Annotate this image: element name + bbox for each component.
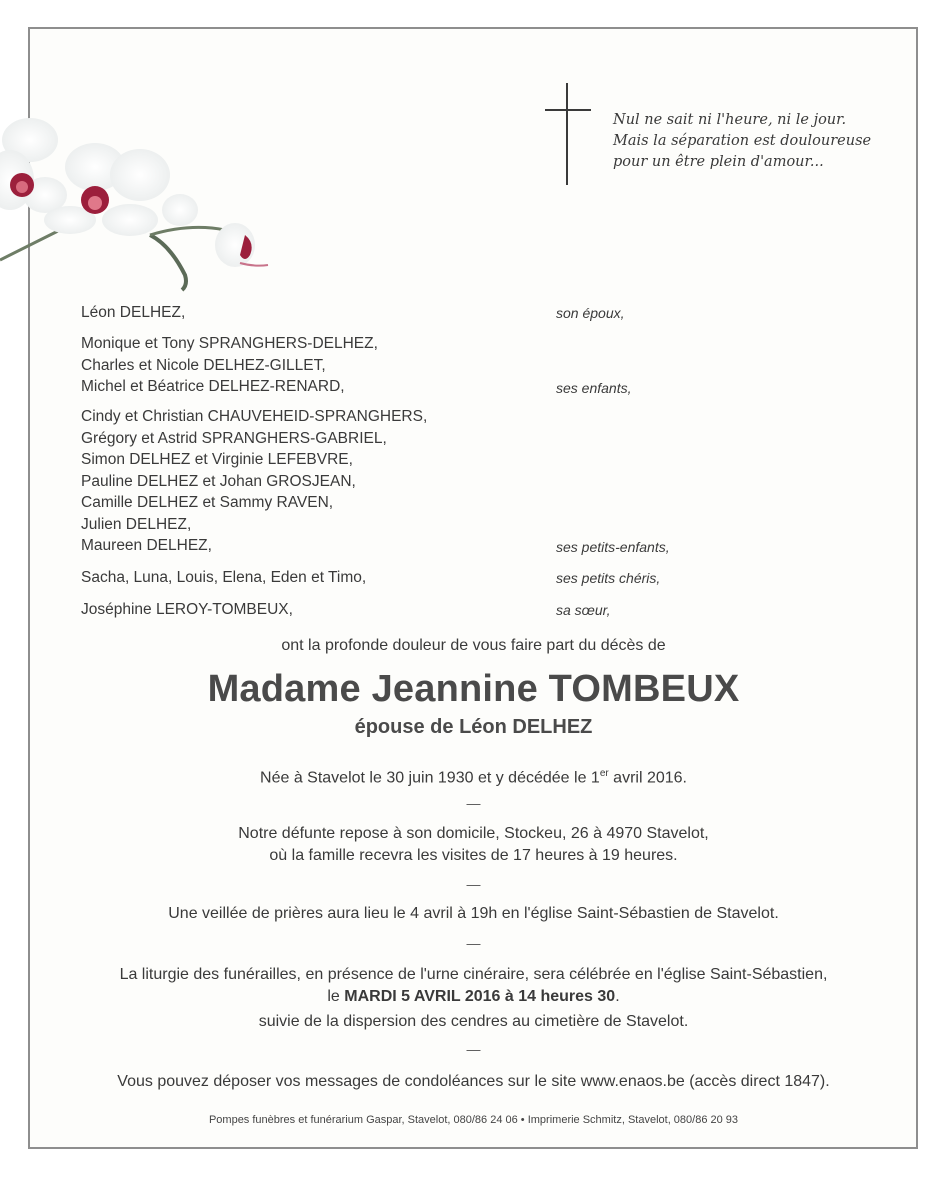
liturgy-line: La liturgie des funérailles, en présence de l'urne cinéraire, sera célébrée en l'église Saint-Sébastien, (119, 966, 828, 983)
condolences-info: Vous pouvez déposer vos messages de condoléances sur le site www.enaos.be (accès direct 1847). (117, 1073, 830, 1090)
family-name: Camille DELHEZ et Sammy RAVEN, (81, 494, 334, 511)
footer-credits: Pompes funèbres et funérarium Gaspar, Stavelot, 080/86 24 06 • Imprimerie Schmitz, Stavelot, 080/86 20 93 (208, 1114, 739, 1126)
family-name: Sacha, Luna, Louis, Elena, Eden et Timo, (81, 569, 367, 586)
liturgy-date: MARDI 5 AVRIL 2016 à 14 heures 30 (344, 988, 616, 1005)
deceased-spouse: épouse de Léon DELHEZ (354, 716, 593, 738)
family-name: Maureen DELHEZ, (81, 537, 212, 554)
family-name: Michel et Béatrice DELHEZ-RENARD, (81, 378, 345, 395)
family-name: Cindy et Christian CHAUVEHEID-SPRANGHERS, (81, 408, 428, 425)
family-sister (81, 599, 293, 621)
rest-line: Notre défunte repose à son domicile, Stockeu, 26 à 4970 Stavelot, (238, 825, 709, 842)
rest-line: où la famille recevra les visites de 17 heures à 19 heures. (269, 847, 678, 864)
liturgy-text: le (327, 988, 345, 1005)
vigil-info: Une veillée de prières aura lieu le 4 avril à 19h en l'église Saint-Sébastien de Stavelot. (168, 905, 779, 922)
deceased-name: Madame Jeannine TOMBEUX (207, 668, 740, 710)
separator: — (466, 876, 481, 892)
role-children: ses enfants, (556, 380, 632, 396)
role-sister: sa sœur, (556, 602, 611, 618)
rest-info (0, 823, 947, 867)
family-children (81, 333, 378, 398)
family-name: Léon DELHEZ, (81, 304, 186, 321)
birth-death-dates (0, 763, 947, 789)
role-husband: son époux, (556, 305, 625, 321)
family-name: Simon DELHEZ et Virginie LEFEBVRE, (81, 451, 353, 468)
family-name: Joséphine LEROY-TOMBEUX, (81, 601, 293, 618)
epigraph-quote (613, 110, 871, 173)
birth-text-end: avril 2016. (608, 769, 687, 787)
family-name: Charles et Nicole DELHEZ-GILLET, (81, 356, 326, 374)
separator: — (466, 935, 481, 951)
quote-line: Mais la séparation est douloureuse (613, 133, 872, 149)
family-grandchildren (81, 406, 427, 557)
quote-line: Nul ne sait ni l'heure, ni le jour. (613, 112, 847, 128)
liturgy-text: . (615, 988, 620, 1005)
family-name: Monique et Tony SPRANGHERS-DELHEZ, (81, 335, 378, 352)
liturgy-line (0, 986, 947, 1008)
liturgy-line: suivie de la dispersion des cendres au cimetière de Stavelot. (258, 1013, 689, 1030)
orchid-flower-icon (0, 95, 270, 295)
family-name: Julien DELHEZ, (81, 515, 192, 533)
cross-icon (545, 83, 591, 185)
birth-text: Née à Stavelot le 30 juin 1930 et y décédée le 1 (260, 769, 600, 787)
role-grandchildren: ses petits-enfants, (556, 539, 670, 555)
ordinal-superscript: er (599, 768, 609, 779)
role-greatgrandchildren: ses petits chéris, (556, 570, 661, 586)
quote-line: pour un être plein d'amour... (613, 154, 824, 170)
liturgy-info (0, 964, 947, 1033)
separator: — (466, 795, 481, 811)
separator: — (466, 1041, 481, 1057)
announcement-intro: ont la profonde douleur de vous faire part du décès de (281, 637, 666, 654)
family-name: Grégory et Astrid SPRANGHERS-GABRIEL, (81, 429, 387, 447)
family-husband (81, 302, 185, 324)
family-name: Pauline DELHEZ et Johan GROSJEAN, (81, 472, 356, 490)
family-greatgrandchildren (81, 567, 366, 589)
